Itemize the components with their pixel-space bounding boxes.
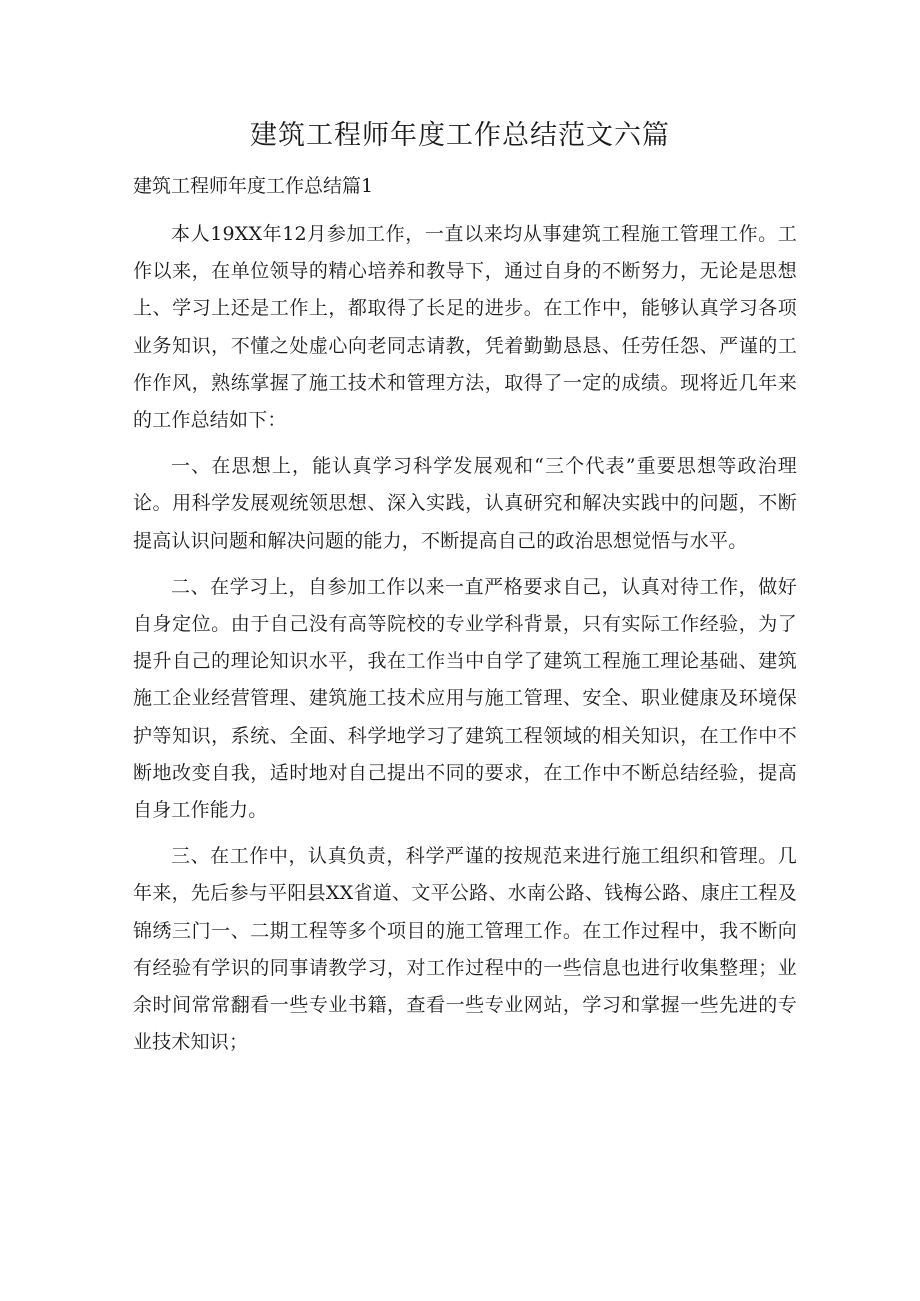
document-title: 建筑工程师年度工作总结范文六篇 — [250, 120, 670, 151]
paragraph-intro: 本人19XX年12月参加工作，一直以来均从事建筑工程施工管理工作。工作以来，在单位领导的精心培养和教导下，通过自身的不断努力，无论是思想上、学习上还是工作上，都取得了长足的进步。在工作中，能够认真学习各项业务知识，不懂之处虚心向老同志请教，凭着勤勤恳恳、任劳任怨、严谨的工作作风，熟练掌握了施工技术和管理方法，取得了一定的成绩。现将近几年来的工作总结如下： — [133, 223, 797, 432]
section-heading: 建筑工程师年度工作总结篇1 — [133, 175, 374, 197]
document-body — [133, 216, 797, 1070]
paragraph-study: 二、在学习上，自参加工作以来一直严格要求自己，认真对待工作，做好自身定位。由于自己没有高等院校的专业学科背景，只有实际工作经验，为了提升自己的理论知识水平，我在工作当中自学了建筑工程施工理论基础、建筑施工企业经营管理、建筑施工技术应用与施工管理、安全、职业健康及环境保护等知识，系统、全面、科学地学习了建筑工程领域的相关知识，在工作中不断地改变自我，适时地对自己提出不同的要求，在工作中不断总结经验，提高自身工作能力。 — [133, 575, 797, 822]
paragraph-work: 三、在工作中，认真负责，科学严谨的按规范来进行施工组织和管理。几年来，先后参与平阳县XX省道、文平公路、水南公路、钱梅公路、康庄工程及锦绣三门一、二期工程等多个项目的施工管理工作。在工作过程中，我不断向有经验有学识的同事请教学习，对工作过程中的一些信息也进行收集整理；业余时间常常翻看一些专业书籍，查看一些专业网站，学习和掌握一些先进的专业技术知识； — [133, 845, 797, 1054]
paragraph-thought: 一、在思想上，能认真学习科学发展观和“三个代表”重要思想等政治理论。用科学发展观统领思想、深入实践，认真研究和解决实践中的问题，不断提高认识问题和解决问题的能力，不断提高自己的政治思想觉悟与水平。 — [133, 455, 797, 552]
